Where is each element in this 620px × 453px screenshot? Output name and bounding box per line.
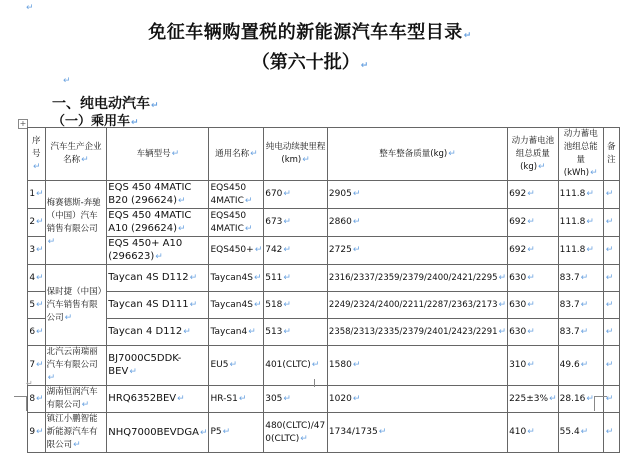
cell-model: NHQ7000BEVDGA↵: [107, 413, 209, 453]
cell-battery-energy: 83.7↵: [558, 319, 603, 346]
cell-model: EQS 450 4MATIC B20 (296624)↵: [107, 181, 209, 209]
cell-range: 742↵: [264, 237, 328, 265]
subtitle-text: （第六十批）: [251, 52, 360, 73]
cell-remarks: ↵: [603, 319, 619, 346]
cell-battery-mass: 630↵: [508, 265, 559, 292]
cell-curb-weight: 2860↵: [327, 209, 507, 237]
cell-seq: 3↵: [28, 237, 46, 265]
cell-range: 511↵: [264, 265, 328, 292]
header-seq: 序号↵: [28, 128, 46, 181]
document-subtitle: [0, 48, 620, 74]
cell-manufacturer: 湖南恒润汽车有限公司↵: [45, 386, 107, 413]
table-row: [28, 209, 620, 237]
paragraph-mark: ↵: [360, 61, 369, 71]
cell-model: Taycan 4S D111↵: [107, 292, 209, 319]
cell-seq: 7↵: [28, 346, 46, 386]
cell-manufacturer: 北汽云南瑞丽汽车有限公司↵: [45, 346, 107, 386]
cell-common-name: EQS450+↵: [209, 237, 264, 265]
cell-battery-mass: 630↵: [508, 292, 559, 319]
cell-common-name: Taycan4↵: [209, 319, 264, 346]
header-remarks: 备注: [603, 128, 619, 181]
cell-seq: 6↵: [28, 319, 46, 346]
cell-seq: 2↵: [28, 209, 46, 237]
cell-common-name: EQS450 4MATIC↵: [209, 181, 264, 209]
header-battery-mass: 动力蓄电池组总质量(kg)↵: [508, 128, 559, 181]
cell-common-name: P5↵: [209, 413, 264, 453]
table-row: [28, 346, 620, 386]
paragraph-mark: ↵: [151, 101, 159, 111]
cell-remarks: ↵: [603, 265, 619, 292]
cell-model: EQS 450 4MATIC A10 (296624)↵: [107, 209, 209, 237]
cell-seq: 5↵: [28, 292, 46, 319]
paragraph-mark: ↵: [26, 379, 33, 388]
cell-model: Taycan 4S D112↵: [107, 265, 209, 292]
table-row: [28, 319, 620, 346]
cell-range: 518↵: [264, 292, 328, 319]
header-common-name: 通用名称↵: [209, 128, 264, 181]
cell-remarks: ↵: [603, 181, 619, 209]
cell-battery-energy: 111.8↵: [558, 181, 603, 209]
cell-seq: 1↵: [28, 181, 46, 209]
cell-battery-mass: 225±3%↵: [508, 386, 559, 413]
table-row: [28, 181, 620, 209]
cell-battery-energy: 28.16↵: [558, 386, 603, 413]
cell-model: EQS 450+ A10 (296623)↵: [107, 237, 209, 265]
table-row: [28, 237, 620, 265]
table-header-row: [28, 128, 620, 181]
paragraph-mark: ↵: [131, 118, 139, 128]
cell-range: 305↵: [264, 386, 328, 413]
cell-range: 670↵: [264, 181, 328, 209]
table-row: [28, 386, 620, 413]
section-heading-text: 一、纯电动汽车: [52, 96, 150, 112]
document-title: [0, 18, 620, 44]
cell-battery-mass: 692↵: [508, 237, 559, 265]
cell-battery-energy: 83.7↵: [558, 265, 603, 292]
cell-range: 673↵: [264, 209, 328, 237]
cell-battery-energy: 111.8↵: [558, 209, 603, 237]
paragraph-mark: ↵: [63, 76, 71, 86]
cell-range: 513↵: [264, 319, 328, 346]
page-corner-mark-right: [594, 396, 607, 411]
cell-battery-mass: 630↵: [508, 319, 559, 346]
subsection-heading-text: （一）乘用车: [52, 114, 131, 129]
paragraph-mark: ↵: [463, 31, 472, 41]
cell-battery-mass: 310↵: [508, 346, 559, 386]
title-text: 免征车辆购置税的新能源汽车车型目录: [148, 22, 463, 43]
page-corner-mark-left: [14, 396, 27, 411]
cell-common-name: EU5↵: [209, 346, 264, 386]
cell-common-name: HR-S1↵: [209, 386, 264, 413]
cell-battery-mass: 692↵: [508, 181, 559, 209]
header-range: 纯电动续驶里程(km)↵: [264, 128, 328, 181]
header-model: 车辆型号↵: [107, 128, 209, 181]
cell-remarks: ↵: [603, 209, 619, 237]
cell-battery-energy: 49.6↵: [558, 346, 603, 386]
cell-model: HRQ6352BEV↵: [107, 386, 209, 413]
cell-battery-energy: 111.8↵: [558, 237, 603, 265]
cell-battery-mass: 410↵: [508, 413, 559, 453]
cell-battery-energy: 55.4↵: [558, 413, 603, 453]
cell-remarks: ↵: [603, 386, 619, 413]
cell-battery-energy: 83.7↵: [558, 292, 603, 319]
cell-manufacturer: 梅赛德斯-奔驰（中国）汽车销售有限公司↵: [45, 181, 107, 265]
cell-common-name: Taycan4S↵: [209, 292, 264, 319]
header-manufacturer: 汽车生产企业名称↵: [45, 128, 107, 181]
cell-model: Taycan 4 D112↵: [107, 319, 209, 346]
table-row: [28, 265, 620, 292]
cell-curb-weight: 2725↵: [327, 237, 507, 265]
cell-seq: 9↵: [28, 413, 46, 453]
cell-curb-weight: 1020↵: [327, 386, 507, 413]
cell-curb-weight: 1734/1735↵: [327, 413, 507, 453]
cell-remarks: ↵: [603, 413, 619, 453]
cell-remarks: ↵: [603, 237, 619, 265]
cell-curb-weight: 2249/2324/2400/2211/2287/2363/2173↵: [327, 292, 507, 319]
cell-model: BJ7000C5DDK-BEV↵: [107, 346, 209, 386]
table-row: [28, 292, 620, 319]
cell-manufacturer: 镇江小鹏智能新能源汽车有限公司↵: [45, 413, 107, 453]
cell-curb-weight: 1580↵: [327, 346, 507, 386]
header-curb-weight: 整车整备质量(kg)↵: [327, 128, 507, 181]
cell-manufacturer: 保时捷（中国）汽车销售有限公司↵: [45, 265, 107, 346]
cell-remarks: ↵: [603, 292, 619, 319]
cell-common-name: EQS450 4MATIC↵: [209, 209, 264, 237]
cell-remarks: ↵: [603, 346, 619, 386]
header-battery-energy: 动力蓄电池组总能量(kWh)↵: [558, 128, 603, 181]
table-move-handle-icon[interactable]: +: [19, 119, 27, 128]
cell-seq: 4↵: [28, 265, 46, 292]
cell-curb-weight: 2358/2313/2335/2379/2401/2423/2291↵: [327, 319, 507, 346]
cell-battery-mass: 692↵: [508, 209, 559, 237]
table-row: [28, 413, 620, 453]
cell-range: 480(CLTC)/470(CLTC)↵: [264, 413, 328, 453]
cell-common-name: Taycan4S↵: [209, 265, 264, 292]
vehicle-table: [27, 127, 620, 453]
cell-curb-weight: 2905↵: [327, 181, 507, 209]
cell-seq: 8↵: [28, 386, 46, 413]
text-cursor: [314, 379, 315, 387]
paragraph-mark: ↵: [26, 3, 34, 13]
cell-range: 401(CLTC)↵: [264, 346, 328, 386]
cell-curb-weight: 2316/2337/2359/2379/2400/2421/2295↵: [327, 265, 507, 292]
